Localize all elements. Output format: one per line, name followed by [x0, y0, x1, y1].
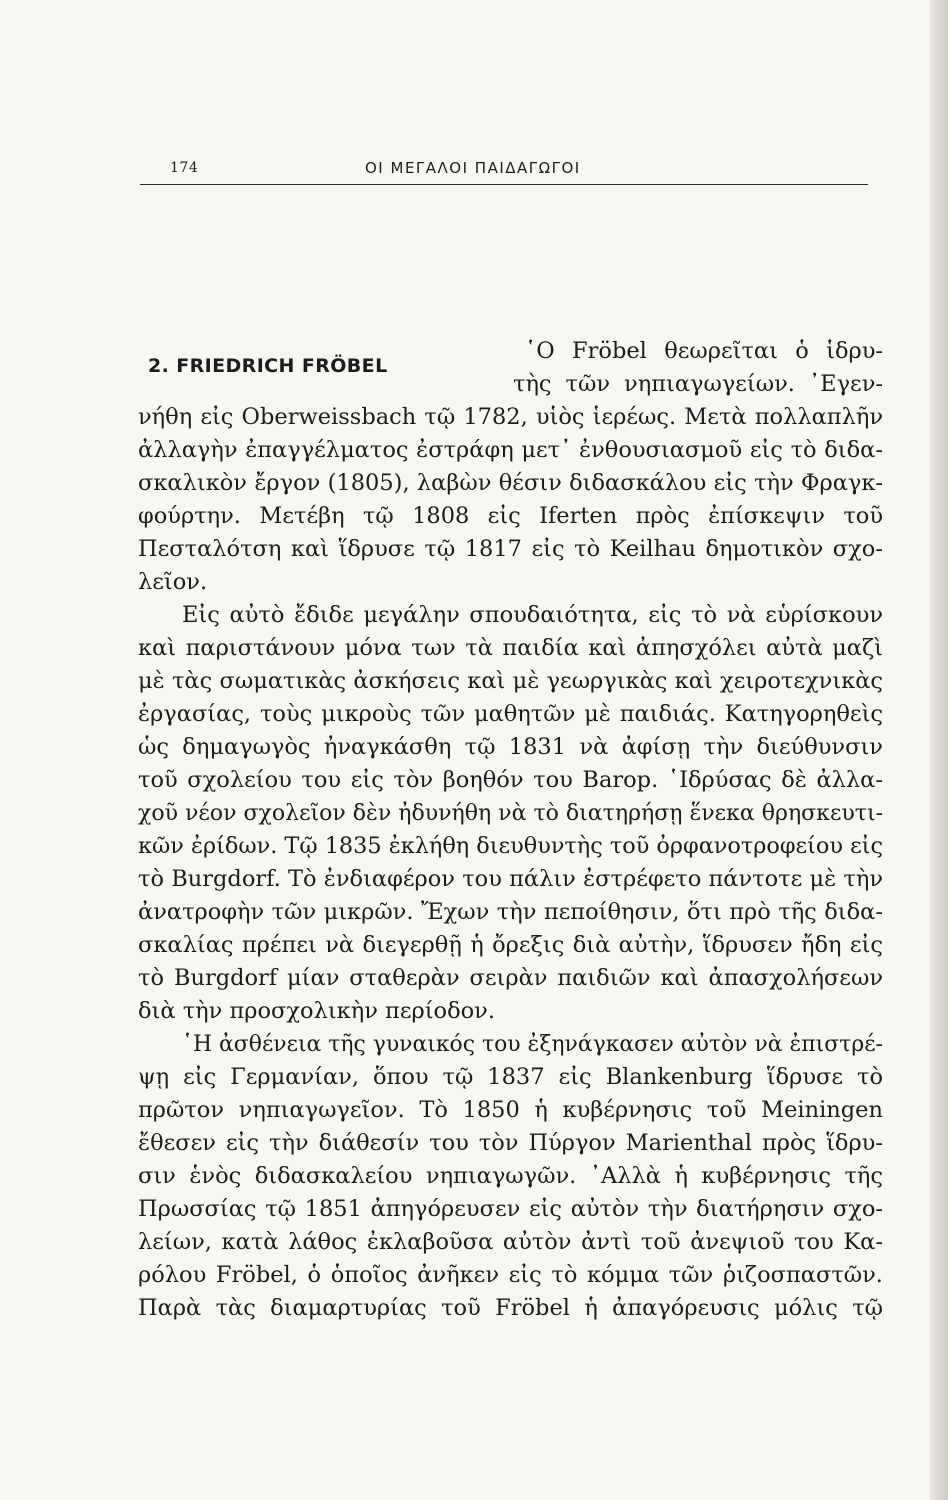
- text-line: κῶν ἐρίδων. Τῷ 1835 ἐκλήθη διευθυντὴς τοῦ ὀρφανοτροφείου εἰς: [138, 833, 883, 859]
- text-line: ψῃ εἰς Γερμανίαν, ὅπου τῷ 1837 εἰς Blankenburg ἵδρυσε τὸ: [138, 1064, 883, 1090]
- page-edge: [930, 0, 948, 1500]
- text-line: πρῶτον νηπιαγωγεῖον. Τὸ 1850 ἡ κυβέρνησις τοῦ Meiningen: [138, 1097, 883, 1123]
- text-line: νήθη εἰς Oberweissbach τῷ 1782, υἱὸς ἱερέως. Μετὰ πολλαπλῆν: [138, 404, 884, 430]
- text-line: ἀνατροφὴν τῶν μικρῶν. Ἔχων τὴν πεποίθησιν, ὅτι πρὸ τῆς διδα-: [138, 899, 883, 925]
- text-line: τοῦ σχολείου του εἰς τὸν βοηθόν του Barop. ῾Ιδρύσας δὲ ἀλλα-: [138, 767, 883, 793]
- section-heading: 2. FRIEDRICH FRÖBEL: [148, 355, 388, 377]
- text-line: μὲ τὰς σωματικὰς ἀσκήσεις καὶ μὲ γεωργικὰς καὶ χειροτεχνικὰς: [138, 668, 884, 694]
- text-line: τὴς τῶν νηπιαγωγείων. ᾿Εγεν-: [513, 371, 883, 397]
- text-line: λεῖον.: [138, 569, 208, 595]
- text-line: σκαλικὸν ἔργον (1805), λαβὼν θέσιν διδασκάλου εἰς τὴν Φραγκ-: [138, 470, 884, 496]
- text-line: ἔθεσεν εἰς τὴν διάθεσίν του τὸν Πύργον Marienthal πρὸς ἵδρυ-: [138, 1130, 883, 1156]
- text-line: τὸ Burgdorf μίαν σταθερὰν σειρὰν παιδιῶν καὶ ἀπασχολήσεων: [138, 965, 883, 991]
- running-header: [140, 156, 868, 185]
- text-line: Παρὰ τὰς διαμαρτυρίας τοῦ Fröbel ἡ ἀπαγόρευσις μόλις τῷ: [138, 1295, 884, 1321]
- text-line: ἀλλαγὴν ἐπαγγέλματος ἐστράφη μετ᾿ ἐνθουσιασμοῦ εἰς τὸ διδα-: [138, 437, 883, 463]
- text-line: Πεσταλότση καὶ ἵδρυσε τῷ 1817 εἰς τὸ Keilhau δημοτικὸν σχο-: [138, 536, 883, 562]
- text-line: Πρωσσίας τῷ 1851 ἀπηγόρευσεν εἰς αὐτὸν τὴν διατήρησιν σχο-: [138, 1196, 884, 1222]
- text-line: τὸ Burgdorf. Τὸ ἐνδιαφέρον του πάλιν ἐστρέφετο πάντοτε μὲ τὴν: [138, 866, 884, 892]
- text-line: λείων, κατὰ λάθος ἐκλαβοῦσα αὐτὸν ἀντὶ τοῦ ἀνεψιοῦ του Κα-: [138, 1229, 883, 1255]
- text-line: ἐργασίας, τοὺς μικροὺς τῶν μαθητῶν μὲ παιδιάς. Κατηγορηθεὶς: [138, 701, 884, 727]
- text-line: Εἰς αὐτὸ ἔδιδε μεγάλην σπουδαιότητα, εἰς τὸ νὰ εὑρίσκουν: [182, 602, 884, 628]
- text-line: διὰ τὴν προσχολικὴν περίοδον.: [138, 998, 495, 1024]
- text-line: χοῦ νέον σχολεῖον δὲν ἠδυνήθη νὰ τὸ διατηρήσῃ ἕνεκα θρησκευτι-: [138, 800, 884, 826]
- text-line: σιν ἑνὸς διδασκαλείου νηπιαγωγῶν. ᾿Αλλὰ ἡ κυβέρνησις τῆς: [138, 1163, 883, 1189]
- text-line: ὡς δημαγωγὸς ἠναγκάσθη τῷ 1831 νὰ ἀφίσῃ τὴν διεύθυνσιν: [138, 734, 883, 760]
- running-title: ΟΙ ΜΕΓΑΛΟΙ ΠΑΙΔΑΓΩΓΟΙ: [365, 159, 581, 177]
- text-line: ῾Η ἀσθένεια τῆς γυναικός του ἐξηνάγκασεν αὐτὸν νὰ ἐπιστρέ-: [182, 1031, 883, 1057]
- text-line: σκαλίας πρέπει νὰ διεγερθῇ ἡ ὄρεξις διὰ αὐτὴν, ἵδρυσεν ἤδη εἰς: [138, 932, 883, 958]
- text-line: ρόλου Fröbel, ὁ ὁποῖος ἀνῆκεν εἰς τὸ κόμμα τῶν ῥιζοσπαστῶν.: [138, 1262, 883, 1288]
- text-line: καὶ παριστάνουν μόνα των τὰ παιδία καὶ ἀπησχόλει αὐτὰ μαζὶ: [138, 635, 883, 661]
- page-number: 174: [170, 160, 199, 176]
- text-line: φούρτην. Μετέβη τῷ 1808 εἰς Iferten πρὸς ἐπίσκεψιν τοῦ: [138, 503, 883, 529]
- text-line: ῾Ο Fröbel θεωρεῖται ὁ ἱδρυ-: [525, 338, 883, 364]
